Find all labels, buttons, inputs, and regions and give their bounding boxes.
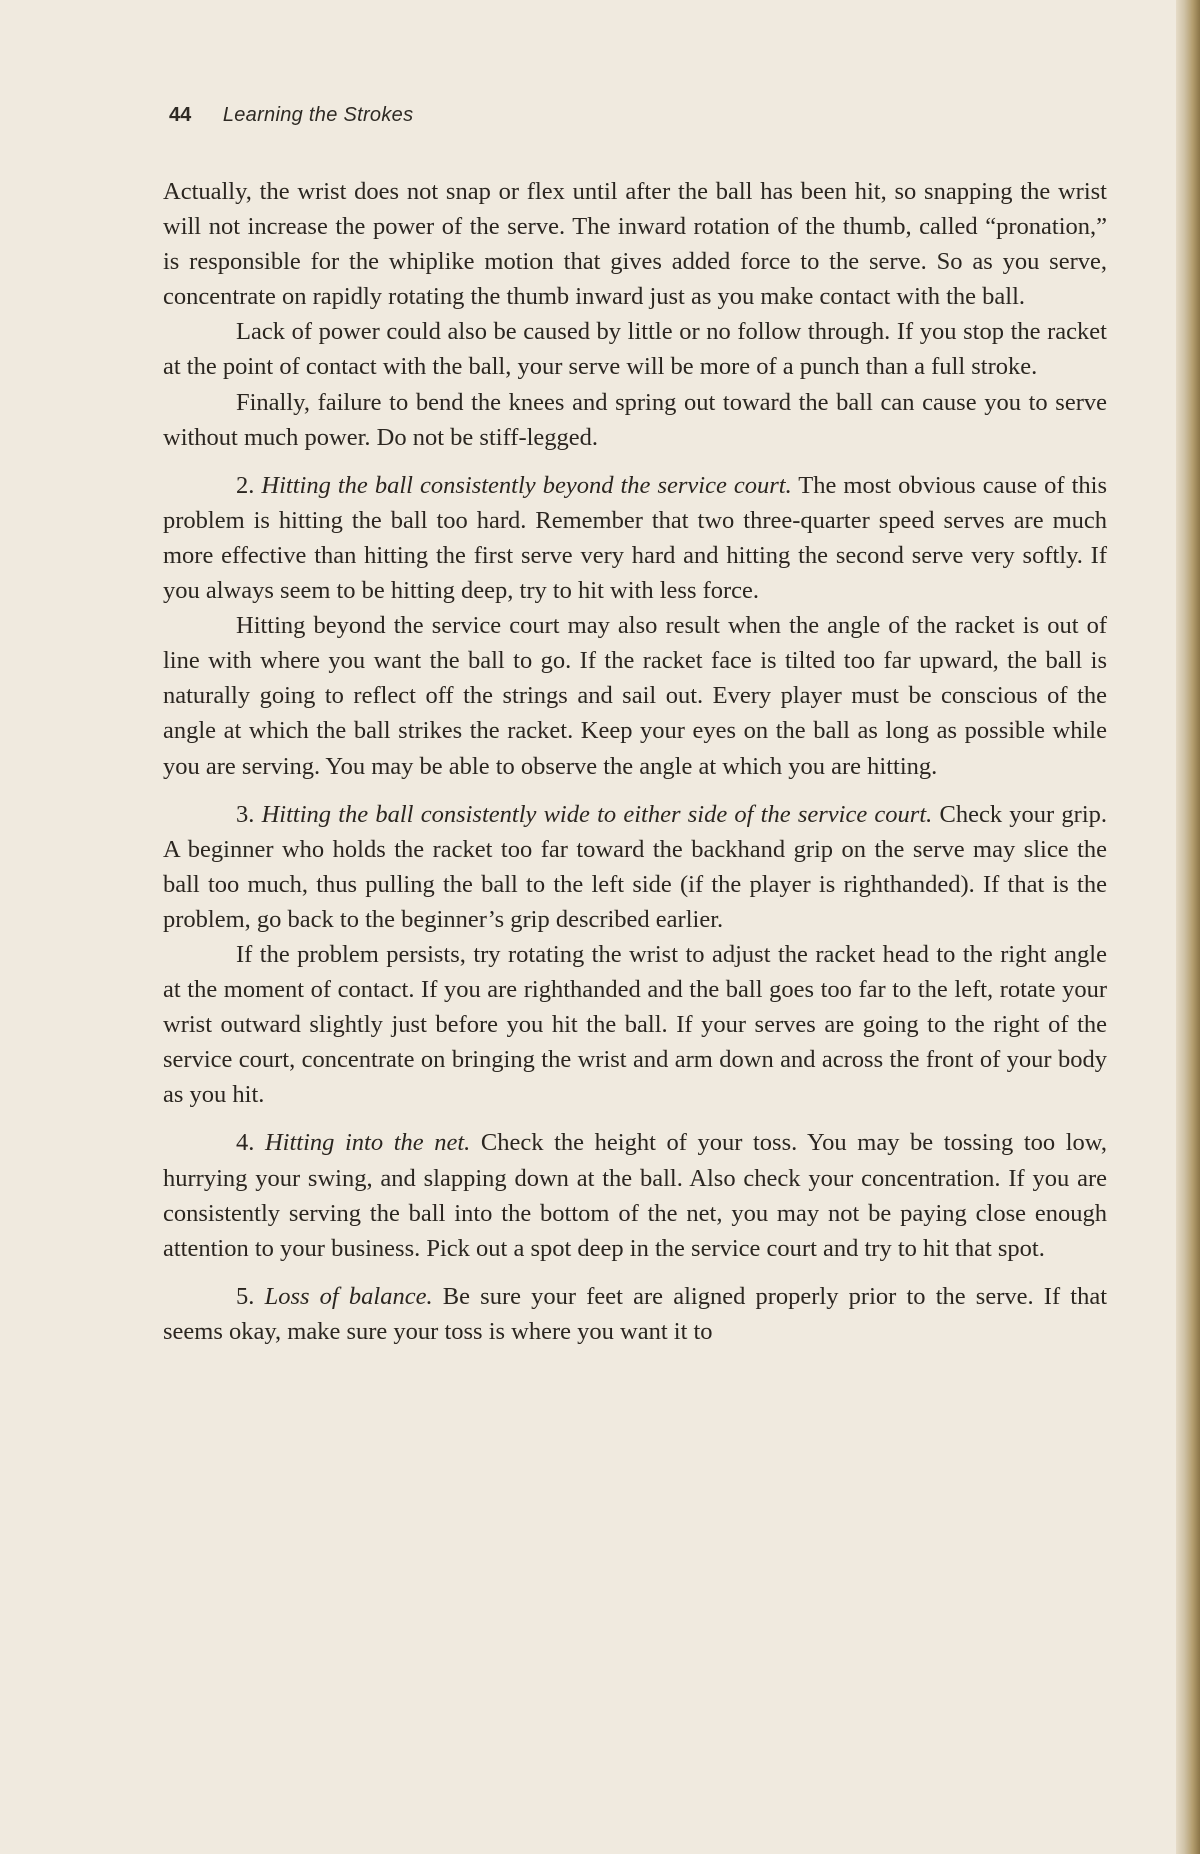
paragraph — [163, 314, 1107, 384]
paragraph — [163, 608, 1107, 783]
paragraph-text: Actually, the wrist does not snap or flex until after the ball has been hit, so snapping the wrist will not increase the power of the serve. The inward rotation of the thumb, called “pronation,” is responsible for the whiplike motion that gives added force to the serve. So as you serve, concentrate on rapidly rotating the thumb inward just as you make contact with the ball. — [163, 178, 1107, 311]
paragraph-text: Finally, failure to bend the knees and spring out toward the ball can cause you to serve without much power. Do not be stiff-legged. — [163, 388, 1107, 451]
paragraph-text: Hitting beyond the service court may also result when the angle of the racket is out of line with where you want the ball to go. If the racket face is tilted too far upward, the ball is naturally going to reflect off the strings and sail out. Every player must be conscious of the angle at which the ball strikes the racket. Keep your eyes on the ball as long as possible while you are serving. You may be able to observe the angle at which you are hitting. — [163, 612, 1107, 780]
item-number: 5. — [236, 1282, 255, 1310]
paragraph — [163, 937, 1107, 1112]
paragraph-text: Lack of power could also be caused by little or no follow through. If you stop the racket at the point of contact with the ball, your serve will be more of a punch than a full stroke. — [163, 318, 1107, 381]
item-number: 4. — [236, 1129, 255, 1157]
page-edge — [1176, 0, 1200, 1854]
numbered-item-5 — [163, 1279, 1107, 1349]
paragraph-text: Be sure your feet are aligned properly prior to the serve. If that seems okay, make sure your toss is where you want it to — [163, 1282, 1108, 1345]
page-number: 44 — [169, 104, 192, 126]
body-text — [163, 174, 1107, 1349]
paragraph-text: If the problem persists, try rotating the wrist to adjust the racket head to the right angle at the moment of contact. If you are righthanded and the ball goes too far to the left, rotate your wrist outward slightly just before you hit the ball. If your serves are going to the right of the service court, concentrate on bringing the wrist and arm down and across the front of your body as you hit. — [163, 940, 1107, 1109]
paragraph — [163, 385, 1107, 455]
numbered-item-3 — [163, 797, 1107, 937]
item-title: Hitting the ball consistently wide to either side of the service court. — [261, 800, 933, 828]
item-number: 3. — [236, 800, 255, 828]
item-title: Loss of balance. — [264, 1282, 433, 1310]
numbered-item-2 — [163, 468, 1107, 608]
numbered-item-4 — [163, 1125, 1107, 1265]
item-title: Hitting into the net. — [264, 1129, 471, 1157]
item-number: 2. — [236, 471, 255, 499]
paragraph-text: Check your grip. A beginner who holds the racket too far toward the backhand grip on the serve may slice the ball too much, thus pulling the ball to the left side (if the player is righthanded). If that is the problem, go back to the beginner’s grip described earlier. — [163, 800, 1108, 933]
paragraph-text: The most obvious cause of this problem is hitting the ball too hard. Remember that two three-quarter speed serves are much more effective than hitting the first serve very hard and hitting the second serve very softly. If you always seem to be hitting deep, try to hit with less force. — [163, 471, 1108, 605]
item-title: Hitting the ball consistently beyond the service court. — [261, 471, 792, 499]
paragraph — [163, 174, 1107, 314]
section-title: Learning the Strokes — [222, 104, 414, 126]
paragraph-text: Check the height of your toss. You may be tossing too low, hurrying your swing, and slapping down at the ball. Also check your concentration. If you are consistently serving the ball into the bottom of the net, you may not be paying close enough attention to your business. Pick out a spot deep in the service court and try to hit that spot. — [163, 1129, 1108, 1262]
running-head — [169, 104, 413, 127]
